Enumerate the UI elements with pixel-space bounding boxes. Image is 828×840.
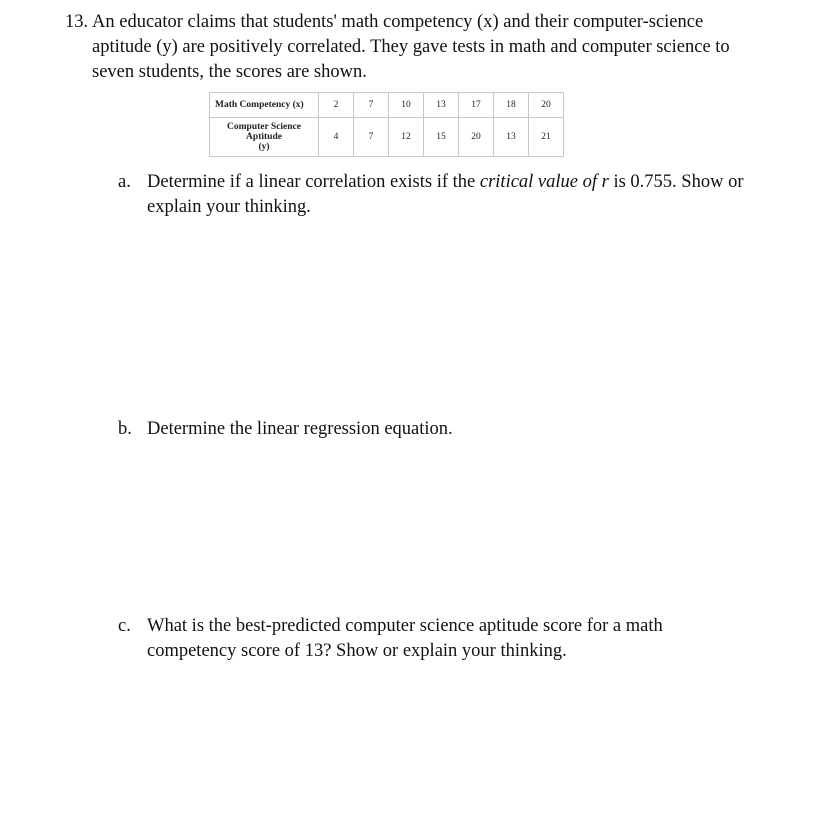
x-cell: 10 — [389, 93, 424, 118]
stem-line-1: An educator claims that students' math competency (x) and their computer-science — [92, 12, 704, 32]
problem-13 — [65, 10, 765, 85]
part-b-line-1: Determine the linear regression equation. — [147, 419, 453, 439]
table-row-cs — [210, 118, 564, 157]
part-b-text — [147, 417, 778, 442]
part-c-line-1: What is the best-predicted computer science aptitude score for a math — [147, 616, 663, 636]
row-label-cs — [210, 118, 319, 157]
x-cell: 17 — [459, 93, 494, 118]
x-cell: 20 — [529, 93, 564, 118]
table-row-math — [210, 93, 564, 118]
x-cell: 2 — [319, 93, 354, 118]
x-cell: 18 — [494, 93, 529, 118]
y-cell: 21 — [529, 118, 564, 157]
row-label-math: Math Competency (x) — [210, 93, 319, 118]
y-cell: 15 — [424, 118, 459, 157]
y-cell: 7 — [354, 118, 389, 157]
y-cell: 12 — [389, 118, 424, 157]
y-cell: 20 — [459, 118, 494, 157]
part-a — [118, 170, 778, 220]
row-label-cs-line-1: Computer Science — [227, 122, 301, 132]
scores-table — [209, 92, 564, 157]
part-c — [118, 614, 778, 664]
stem-line-2: aptitude (y) are positively correlated. They gave tests in math and computer science to — [92, 37, 730, 57]
critical-value-term: critical value of r — [479, 172, 609, 192]
problem-number: 13. — [65, 12, 89, 32]
y-cell: 4 — [319, 118, 354, 157]
y-cell: 13 — [494, 118, 529, 157]
part-b-letter: b. — [118, 419, 132, 439]
part-c-line-2: competency score of 13? Show or explain your thinking. — [147, 641, 567, 661]
x-cell: 13 — [424, 93, 459, 118]
part-a-text — [147, 170, 778, 220]
row-label-cs-line-2: Aptitude — [246, 132, 282, 142]
x-cell: 7 — [354, 93, 389, 118]
part-b — [118, 417, 778, 442]
part-a-letter: a. — [118, 172, 131, 192]
problem-stem — [92, 10, 765, 85]
row-label-cs-line-3: (y) — [258, 142, 270, 152]
part-a-line-1-post: is 0.755. Show or — [608, 172, 744, 192]
part-a-line-2: explain your thinking. — [147, 197, 311, 217]
part-c-letter: c. — [118, 616, 131, 636]
part-a-line-1 — [147, 170, 778, 195]
part-a-line-1-pre: Determine if a linear correlation exists if the — [147, 172, 480, 192]
stem-line-3: seven students, the scores are shown. — [92, 62, 367, 82]
part-c-text — [147, 614, 778, 664]
